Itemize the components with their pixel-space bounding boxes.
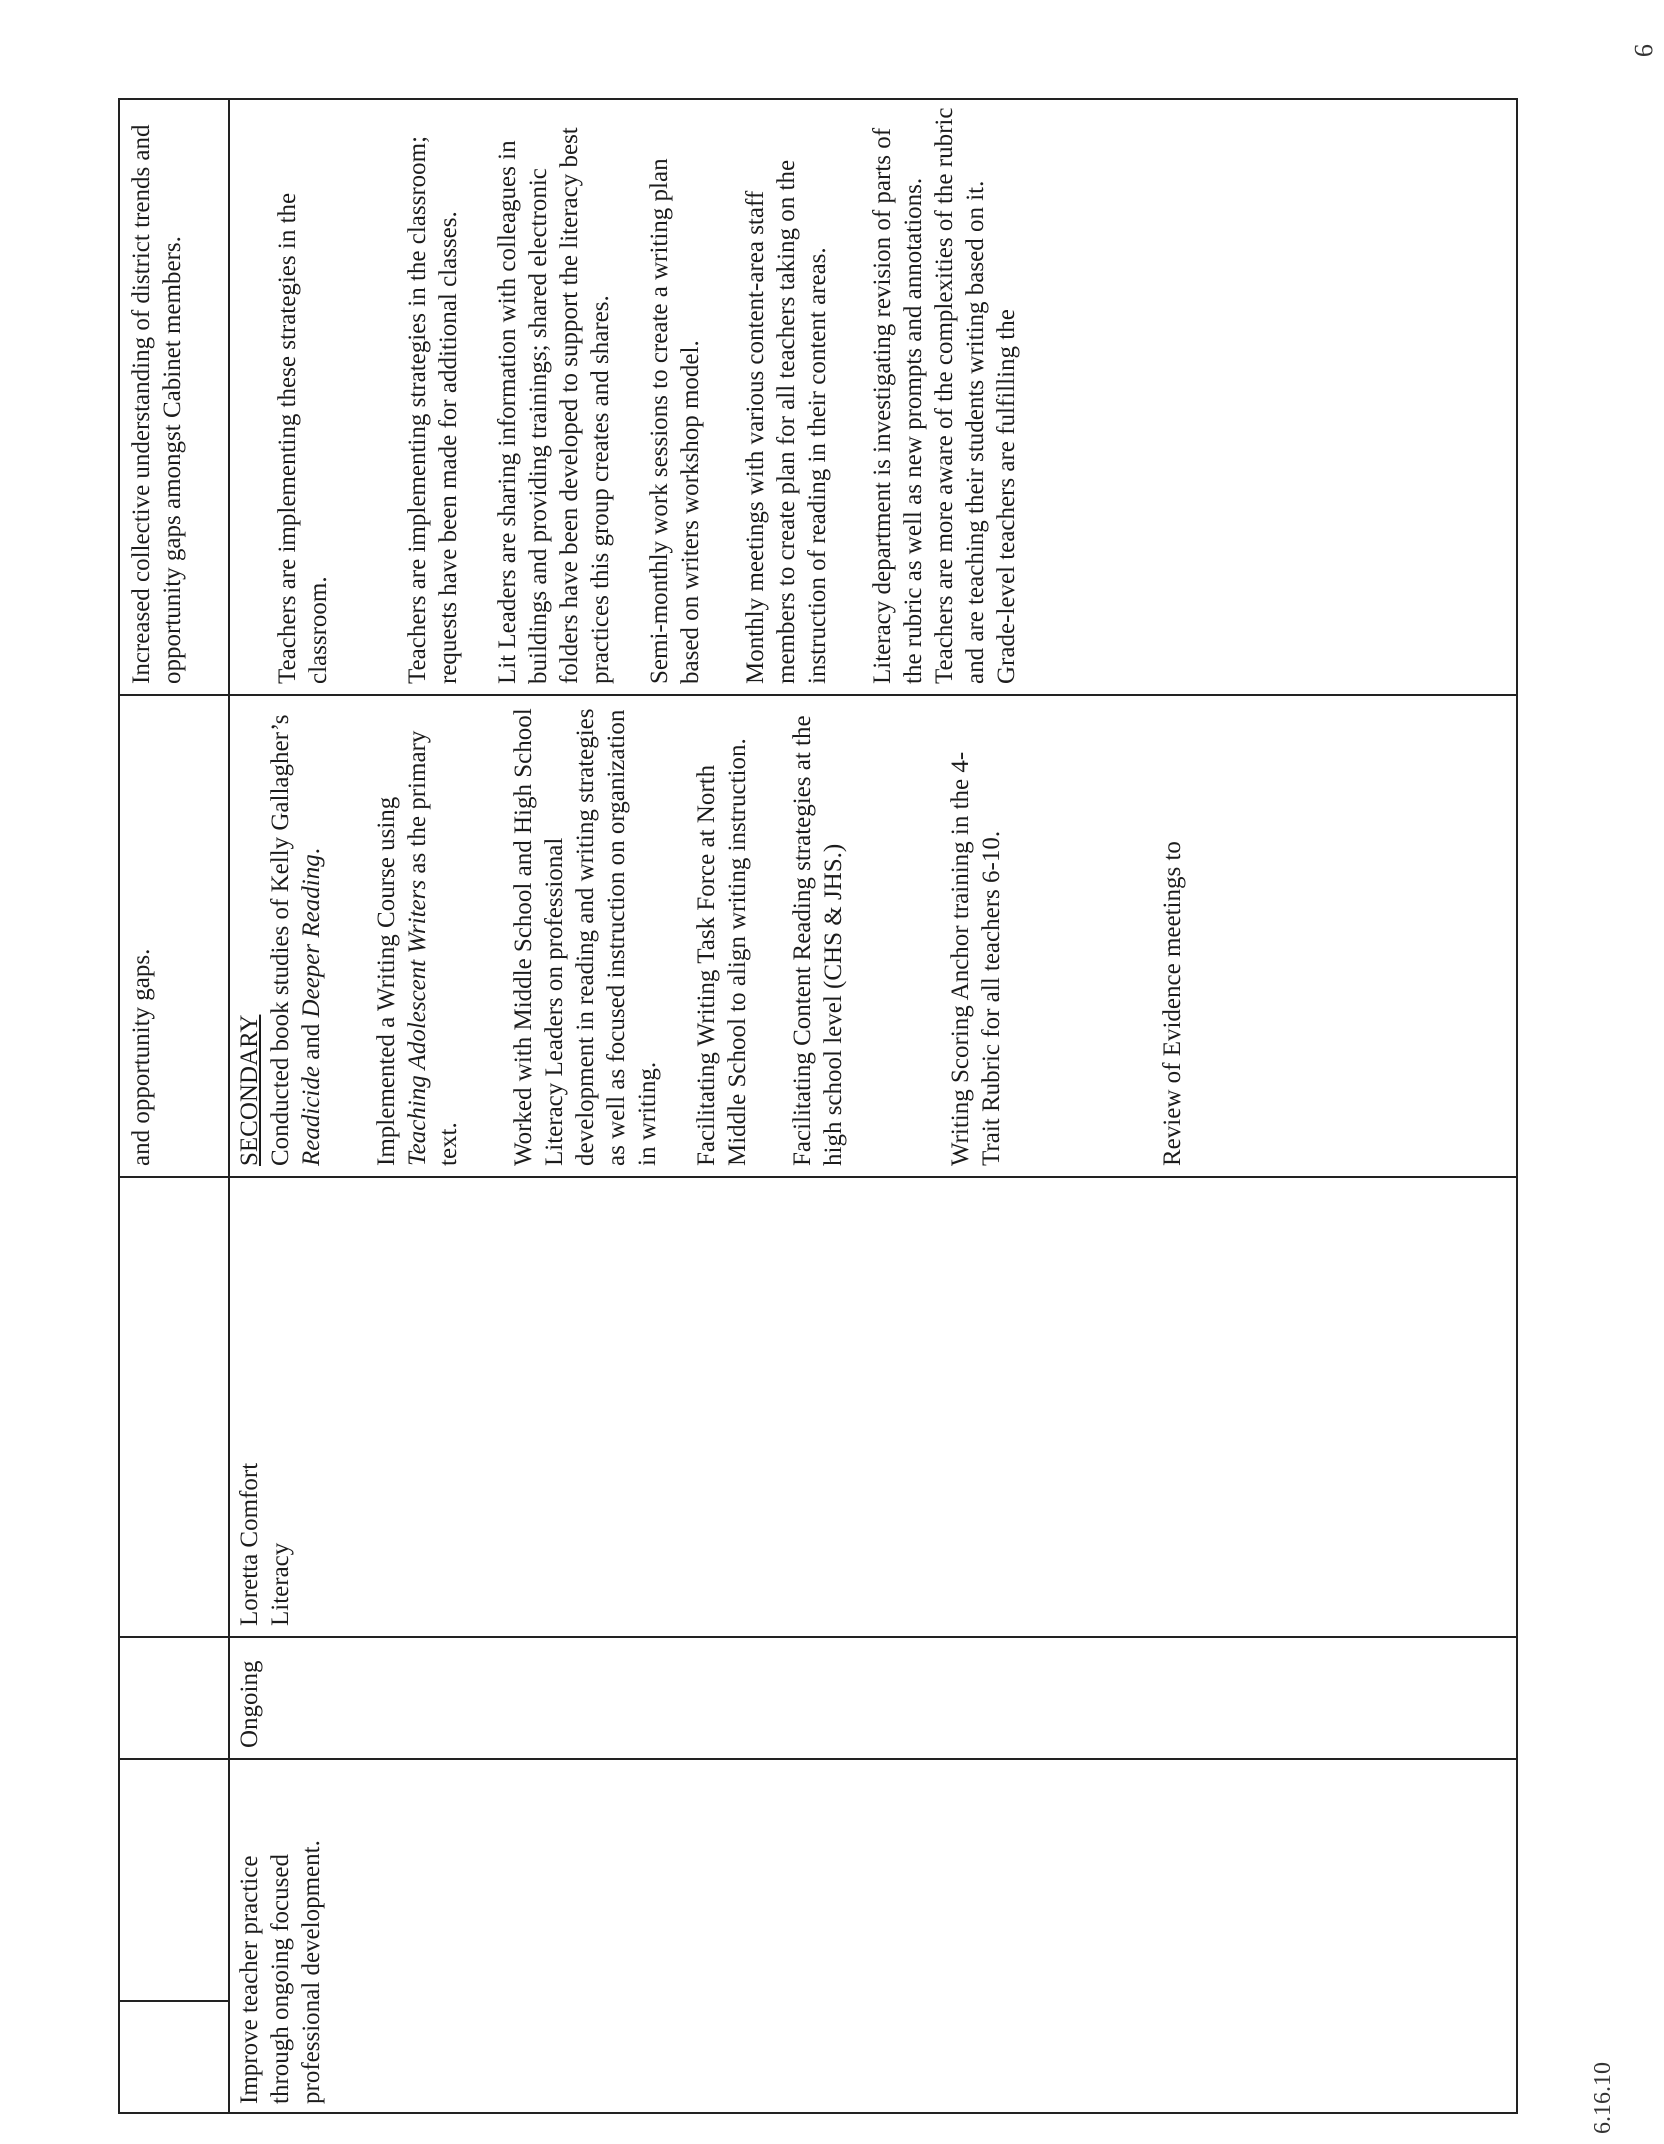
timeline-text: Ongoing [236,1660,263,1748]
department-name: Literacy [267,1542,294,1626]
plan-table [118,98,1518,2114]
activity-item: Conducted book studies of Kelly Gallagher’s Readicide and Deeper Reading. [267,714,325,1166]
objective-cell [234,1774,327,2104]
activities-heading: SECONDARY [236,1014,263,1166]
activities-cell-continued: and opportunity gaps. [128,948,155,1166]
outcomes-cell-continued: Increased collective understanding of district trends and opportunity gaps amongst Cabinet members. [128,124,186,684]
table-row [230,100,1516,2112]
outcomes-cell [234,100,1022,684]
activity-item: Facilitating Content Reading strategies at the high school level (CHS & JHS.) [789,715,847,1166]
activity-item: Facilitating Writing Task Force at North Middle School to align writing instruction. [693,738,751,1166]
activity-item: Review of Evidence meetings to [1159,841,1186,1166]
person-cell [234,1186,296,1626]
activity-item: Writing Scoring Anchor training in the 4-Trait Rubric for all teachers 6-10. [947,751,1005,1166]
outcome-item: Semi-monthly work sessions to create a writing plan based on writers workshop model. [646,158,704,684]
outcome-item: Monthly meetings with various content-area staff members to create plan for all teachers taking on the instruction of reading in their content areas. [742,159,831,684]
footer-date: 6.16.10 [1590,2062,1616,2134]
activity-item: Implemented a Writing Course using Teaching Adolescent Writers as the primary text. [373,730,462,1166]
timeline-cell [234,1644,265,1748]
activities-cell [234,706,1188,1166]
outcome-item: Literacy department is investigating revision of parts of the rubric as well as new prompts and annotations. Teachers are more aware of the complexities of the rubric and are teaching their students writing based on it. [869,107,989,684]
outcome-item: Lit Leaders are sharing information with colleagues in buildings and providing trainings; shared electronic folders have been developed to support the literacy best practices this group creates and shares. [494,127,614,684]
objective-text: Improve teacher practice through ongoing focused professional development. [236,1840,325,2104]
outcome-item: Teachers are implementing strategies in the classroom; requests have been made for additional classes. [404,135,462,684]
outcome-item: Grade-level teachers are fulfilling the [993,309,1020,684]
activity-item: Worked with Middle School and High School Literacy Leaders on professional development in reading and writing strategies as well as focused instruction on organization in writing. [510,708,661,1166]
page-number: 9 [1629,44,1658,57]
table-row-continued [120,100,230,2112]
person-name: Loretta Comfort [236,1462,263,1626]
outcome-item: Teachers are implementing these strategies in the classroom. [274,192,332,684]
